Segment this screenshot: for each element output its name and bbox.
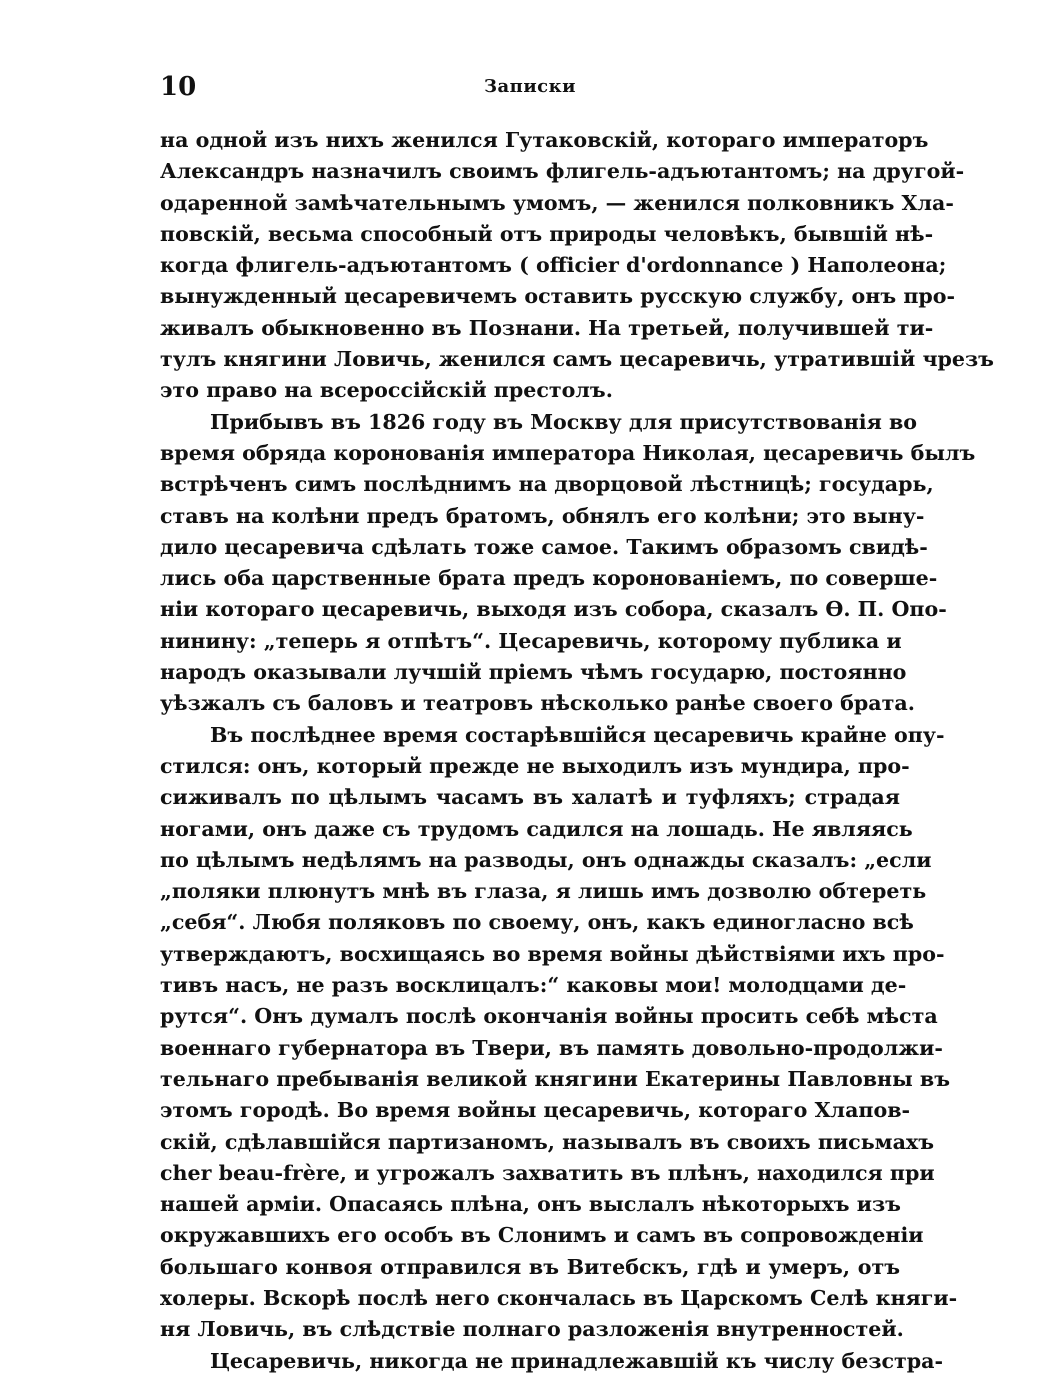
text-line: время обряда коронованія императора Николая, цесаревичь былъ xyxy=(160,440,976,465)
text-line: лись оба царственные брата предъ коронованіемъ, по соверше- xyxy=(160,566,938,591)
text-line: сиживалъ по цѣлымъ часамъ въ халатѣ и туфляхъ; страдая xyxy=(160,785,900,810)
text-line: ня Ловичь, въ слѣдствіе полнаго разложенія внутренностей. xyxy=(160,1317,904,1342)
paragraph-start-line: Прибывъ въ 1826 году въ Москву для присутствованія во xyxy=(210,409,918,434)
text-line: стился: онъ, который прежде не выходилъ изъ мундира, про- xyxy=(160,753,910,778)
text-line: вынужденный цесаревичемъ оставить русскую службу, онъ про- xyxy=(160,284,956,309)
text-line: повскій, весьма способный отъ природы человѣкъ, бывшій нѣ- xyxy=(160,221,934,246)
text-line: „себя“. Любя поляковъ по своему, онъ, какъ единогласно всѣ xyxy=(160,910,914,935)
text-line: тулъ княгини Ловичь, женился самъ цесаревичь, утратившій чрезъ xyxy=(160,347,994,372)
text-line: большаго конвоя отправился въ Витебскъ, гдѣ и умеръ, отъ xyxy=(160,1254,900,1279)
text-line: ставъ на колѣни предъ братомъ, обнялъ его колѣни; это выну- xyxy=(160,503,925,528)
text-line: уѣзжалъ съ баловъ и театровъ нѣсколько ранѣе своего брата. xyxy=(160,691,915,716)
running-title: Записки xyxy=(484,76,576,97)
text-line: Александръ назначилъ своимъ флигель-адъютантомъ; на другой- xyxy=(160,159,965,184)
text-line: cher beau-frère, и угрожалъ захватить въ плѣнъ, находился при xyxy=(160,1160,935,1185)
text-line: этомъ городѣ. Во время войны цесаревичь, котораго Хлапов- xyxy=(160,1098,911,1123)
text-line: нинину: „теперь я отпѣтъ“. Цесаревичь, которому публика и xyxy=(160,628,902,653)
text-line: по цѣлымъ недѣлямъ на разводы, онъ однажды сказалъ: „если xyxy=(160,847,932,872)
text-line: скій, сдѣлавшійся партизаномъ, называлъ въ своихъ письмахъ xyxy=(160,1129,934,1154)
text-line: рутся“. Онъ думалъ послѣ окончанія войны просить себѣ мѣста xyxy=(160,1004,938,1029)
text-line: на одной изъ нихъ женился Гутаковскій, котораго императоръ xyxy=(160,128,929,152)
text-line: ногами, онъ даже съ трудомъ садился на лошадь. Не являясь xyxy=(160,816,913,841)
text-line: встрѣченъ симъ послѣднимъ на дворцовой лѣстницѣ; государь, xyxy=(160,472,934,497)
text-line: живалъ обыкновенно въ Познани. На третьей, получившей ти- xyxy=(160,315,934,340)
text-line: нашей арміи. Опасаясь плѣна, онъ выслалъ нѣкоторыхъ изъ xyxy=(160,1192,901,1217)
page-header xyxy=(160,72,900,106)
page-number: 10 xyxy=(160,72,197,102)
text-line: ніи котораго цесаревичь, выходя изъ собора, сказалъ Ѳ. П. Опо- xyxy=(160,597,947,622)
body-text xyxy=(160,125,994,1377)
text-line: тельнаго пребыванія великой княгини Екатерины Павловны въ xyxy=(160,1066,951,1091)
text-line: утверждаютъ, восхищаясь во время войны дѣйствіями ихъ про- xyxy=(160,941,945,966)
text-line: дило цесаревича сдѣлать тоже самое. Такимъ образомъ свидѣ- xyxy=(160,534,928,559)
text-line: народъ оказывали лучшій пріемъ чѣмъ государю, постоянно xyxy=(160,660,907,685)
text-line: когда флигель-адъютантомъ ( officier d'ordonnance ) Наполеона; xyxy=(160,253,947,278)
text-line: „поляки плюнутъ мнѣ въ глаза, я лишь имъ дозволю обтереть xyxy=(160,879,927,904)
paragraph-start-line: Въ послѣднее время состарѣвшійся цесаревичь крайне опу- xyxy=(210,722,945,747)
text-line: это право на всероссійскій престолъ. xyxy=(160,378,613,403)
text-line: холеры. Вскорѣ послѣ него скончалась въ Царскомъ Селѣ княги- xyxy=(160,1285,958,1310)
text-line: окружавшихъ его особъ въ Слонимъ и самъ въ сопровожденіи xyxy=(160,1223,924,1248)
text-line: одаренной замѣчательнымъ умомъ, — женился полковникъ Хла- xyxy=(160,190,954,215)
text-line: тивъ насъ, не разъ восклицалъ:“ каковы мои! молодцами де- xyxy=(160,973,907,998)
paragraph-start-line: Цесаревичь, никогда не принадлежавшій къ числу безстра- xyxy=(210,1348,944,1373)
text-line: военнаго губернатора въ Твери, въ память довольно-продолжи- xyxy=(160,1035,943,1060)
